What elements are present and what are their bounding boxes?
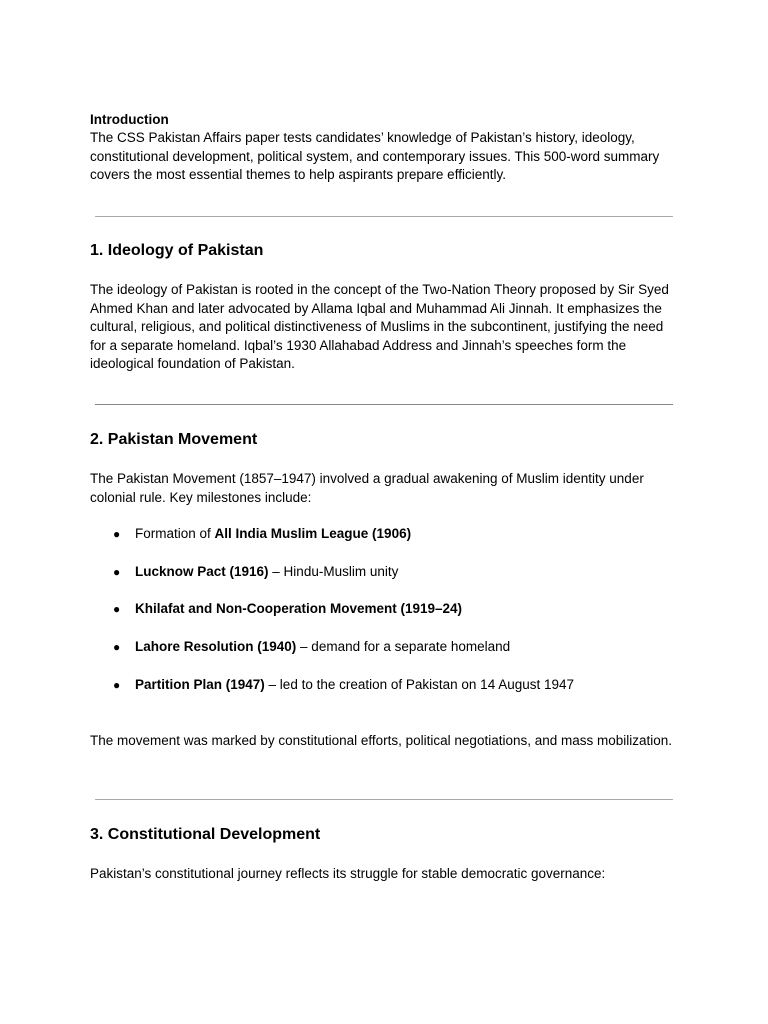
list-item-text: – Hindu-Muslim unity xyxy=(268,563,399,579)
list-item xyxy=(90,525,680,563)
list-item-text: – demand for a separate homeland xyxy=(296,639,511,655)
section-1-paragraph: The ideology of Pakistan is rooted in the concept of the Two-Nation Theory proposed by Sir Syed Ahmed Khan and later advocated by Allama Iqbal and Muhammad Ali Jinnah. It emphasizes the cultural, religious, and political distinctiveness of Muslims in the subcontinent, justifying the need for a separate homeland. Iqbal’s 1930 Allahabad Address and Jinnah’s speeches form the ideological foundation of Pakistan. xyxy=(90,282,669,371)
section-3-paragraph: Pakistan’s constitutional journey reflects its struggle for stable democratic governance: xyxy=(90,866,606,881)
list-item-bold-text: Partition Plan (1947) xyxy=(135,676,265,692)
section-2-closing-paragraph: The movement was marked by constitutional efforts, political negotiations, and mass mobilization. xyxy=(90,733,673,748)
section-1-heading: 1. Ideology of Pakistan xyxy=(90,242,264,259)
list-item-bold-text: All India Muslim League (1906) xyxy=(214,526,412,541)
list-item-text: – led to the creation of Pakistan on 14 August 1947 xyxy=(264,676,575,692)
list-item xyxy=(90,600,680,638)
list-item xyxy=(90,563,680,601)
bullet-icon: ● xyxy=(113,640,121,655)
bullet-icon: ● xyxy=(113,564,121,579)
intro-paragraph: The CSS Pakistan Affairs paper tests candidates’ knowledge of Pakistan’s history, ideology, constitutional development, political system, and contemporary issues. This 500-word summary covers the most essential themes to help aspirants prepare efficiently. xyxy=(90,130,660,182)
section-2-heading: 2. Pakistan Movement xyxy=(90,431,258,448)
bullet-icon: ● xyxy=(113,602,121,617)
list-item-bold-text: Khilafat and Non-Cooperation Movement (1919–24) xyxy=(135,601,463,617)
list-item xyxy=(90,638,680,676)
section-divider xyxy=(95,404,673,405)
bullet-icon: ● xyxy=(113,527,121,541)
section-2-intro-paragraph: The Pakistan Movement (1857–1947) involved a gradual awakening of Muslim identity under colonial rule. Key milestones include: xyxy=(90,471,644,505)
list-item-bold-text: Lahore Resolution (1940) xyxy=(135,639,297,655)
bullet-icon: ● xyxy=(113,677,121,692)
section-divider xyxy=(95,799,673,800)
intro-heading: Introduction xyxy=(90,112,169,127)
section-divider xyxy=(95,216,673,217)
list-item-text: Formation of xyxy=(135,526,215,541)
milestones-list xyxy=(90,525,680,713)
list-item xyxy=(90,676,680,714)
list-item-bold-text: Lucknow Pact (1916) xyxy=(135,563,269,579)
section-3-heading: 3. Constitutional Development xyxy=(90,826,321,843)
